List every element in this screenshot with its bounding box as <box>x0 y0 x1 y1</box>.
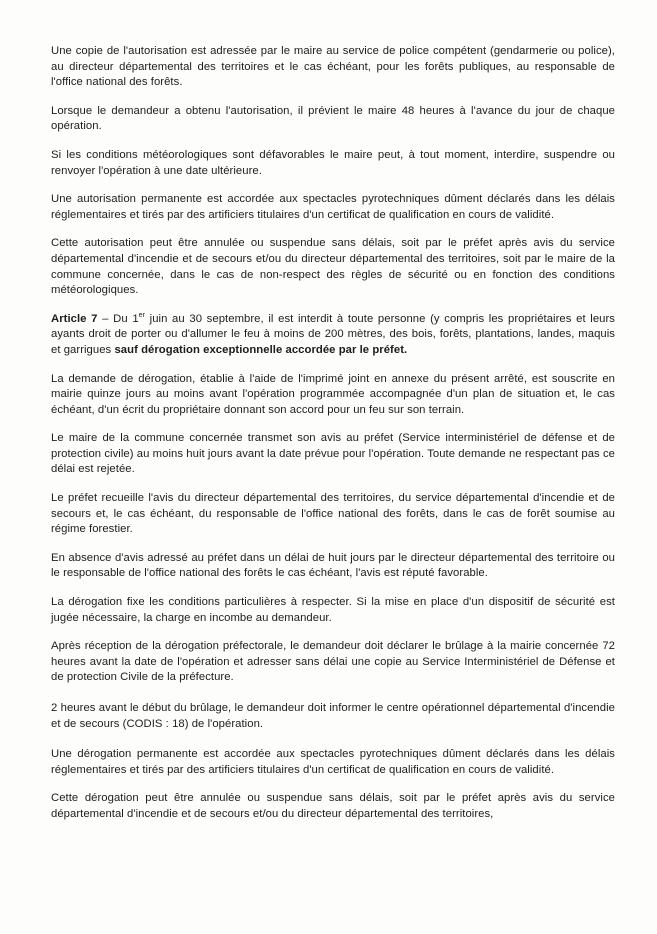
paragraph-weather-conditions: Si les conditions météorologiques sont défavorables le maire peut, à tout moment, interdire, suspendre ou renvoyer l'opération à une date ultérieure. <box>51 148 615 177</box>
paragraph-permanent-derogation: Une dérogation permanente est accordée aux spectacles pyrotechniques dûment déclarés dans les délais réglementaires et tirés par des artificiers titulaires d'un certificat de qualification en cours de validité. <box>51 748 615 776</box>
article-7-exception: sauf dérogation exceptionnelle accordée par le préfet. <box>114 343 408 356</box>
paragraph-copy-authorization: Une copie de l'autorisation est adressée par le maire au service de police compétent (gendarmerie ou police), au directeur départemental des territoires et le cas échéant, pour les forêts publiques, au responsable de l'office national des forêts. <box>51 45 615 89</box>
article-7-sup: er <box>138 311 145 319</box>
paragraph-permanent-authorization: Une autorisation permanente est accordée aux spectacles pyrotechniques dûment déclarés dans les délais réglementaires et tirés par des artificiers titulaires d'un certificat de qualification en cours de validité. <box>51 193 615 221</box>
paragraph-derogation-cancellation: Cette dérogation peut être annulée ou suspendue sans délais, soit par le préfet après avis du service départemental d'incendie et de secours et/ou du directeur départemental des territoires, <box>51 792 615 820</box>
paragraph-authorization-cancellation: Cette autorisation peut être annulée ou suspendue sans délais, soit par le préfet après avis du service départemental d'incendie et de secours et/ou du directeur départemental des territoires, soit par le maire de la commune concernée, dans le cas de non-respect des règles de sécurité ou en fonction des conditions météorologiques. <box>51 237 615 297</box>
paragraph-derogation-request: La demande de dérogation, établie à l'aide de l'imprimé joint en annexe du présent arrêté, est souscrite en mairie quinze jours au moins avant l'opération programmée accompagnée d'un plan de situation et, le cas échéant, d'un écrit du propriétaire donnant son accord pour un feu sur son terrain. <box>51 372 615 416</box>
article-7-label: Article 7 <box>51 312 98 325</box>
paragraph-derogation-conditions: La dérogation fixe les conditions particulières à respecter. Si la mise en place d'un dispositif de sécurité est jugée nécessaire, la charge en incombe au demandeur. <box>51 596 615 624</box>
article-7-text-a: – Du 1 <box>97 312 139 325</box>
paragraph-mayor-opinion: Le maire de la commune concernée transmet son avis au préfet (Service interministériel de défense et de protection civile) au moins huit jours avant la date prévue pour l'opération. Toute demande ne respectant pas ce délai est rejetée. <box>51 432 615 476</box>
paragraph-48h-notice: Lorsque le demandeur a obtenu l'autorisation, il prévient le maire 48 heures à l'avance du jour de chaque opération. <box>51 104 615 133</box>
article-7 <box>51 312 615 359</box>
paragraph-codis-notice: 2 heures avant le début du brûlage, le demandeur doit informer le centre opérationnel départemental d'incendie et de secours (CODIS : 18) de l'opération. <box>51 702 615 730</box>
article-7-text-b: juin au 30 septembre, il est interdit à toute personne (y compris les propriétaires et leurs ayants droit de porter ou d'allumer le feu à moins de 200 mètres, des bois, forêts, plantations, landes, maquis et garrigues <box>51 312 616 356</box>
paragraph-prefect-consultation: Le préfet recueille l'avis du directeur départemental des territoires, du service départemental d'incendie et de secours et, le cas échéant, du responsable de l'office national des forêts, dans le cas de forêt soumise au régime forestier. <box>51 492 615 536</box>
paragraph-absence-of-opinion: En absence d'avis adressé au préfet dans un délai de huit jours par le directeur départemental des territoire ou le responsable de l'office national des forêts le cas échéant, l'avis est réputé favorable. <box>51 551 615 580</box>
paragraph-72h-declaration: Après réception de la dérogation préfectorale, le demandeur doit déclarer le brûlage à la mairie concernée 72 heures avant la date de l'opération et adresser sans délai une copie au Service Interministériel de Défense et de protection Civile de la préfecture. <box>51 640 615 684</box>
